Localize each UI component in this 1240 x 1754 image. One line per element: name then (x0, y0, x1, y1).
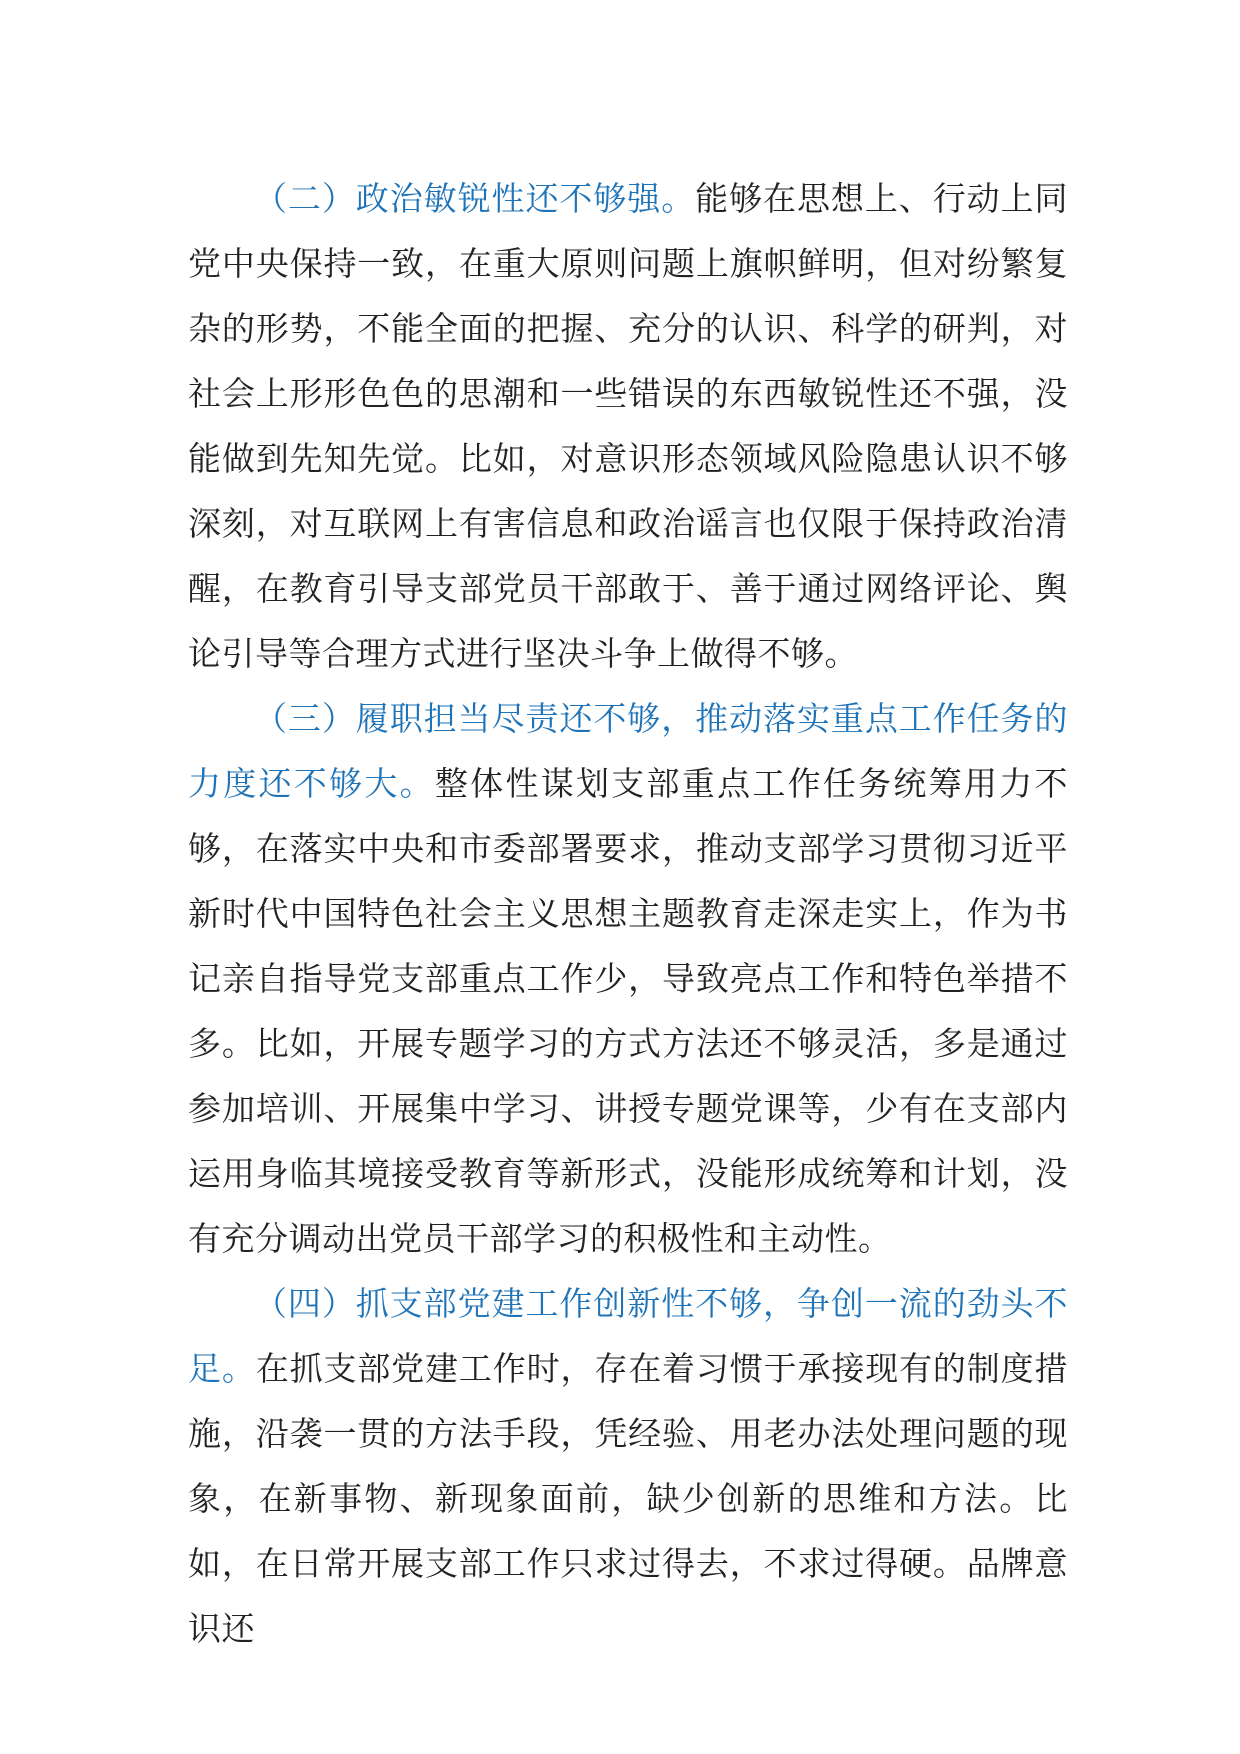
paragraph-4 (188, 1271, 1068, 1661)
paragraph-2-heading: （二）政治敏锐性还不够强。 (254, 179, 696, 218)
paragraph-4-heading: （四）抓支部党建工作创新性不够，争创一流的劲头不足。 (188, 1284, 1068, 1388)
paragraph-3-heading: （三）履职担当尽责还不够，推动落实重点工作任务的力度还不够大。 (188, 699, 1068, 803)
paragraph-4-body: 在抓支部党建工作时，存在着习惯于承接现有的制度措施，沿袭一贯的方法手段，凭经验、用老办法处理问题的现象，在新事物、新现象面前，缺少创新的思维和方法。比如，在日常开展支部工作只求过得去，不求过得硬。品牌意识还 (188, 1349, 1069, 1648)
paragraph-3 (188, 686, 1068, 1271)
paragraph-2 (188, 166, 1068, 686)
paragraph-3-body: 整体性谋划支部重点工作任务统筹用力不够，在落实中央和市委部署要求，推动支部学习贯彻习近平新时代中国特色社会主义思想主题教育走深走实上，作为书记亲自指导党支部重点工作少，导致亮点工作和特色举措不多。比如，开展专题学习的方式方法还不够灵活，多是通过参加培训、开展集中学习、讲授专题党课等，少有在支部内运用身临其境接受教育等新形式，没能形成统筹和计划，没有充分调动出党员干部学习的积极性和主动性。 (188, 764, 1069, 1258)
paragraph-2-body: 能够在思想上、行动上同党中央保持一致，在重大原则问题上旗帜鲜明，但对纷繁复杂的形势，不能全面的把握、充分的认识、科学的研判，对社会上形形色色的思潮和一些错误的东西敏锐性还不强，没能做到先知先觉。比如，对意识形态领域风险隐患认识不够深刻，对互联网上有害信息和政治谣言也仅限于保持政治清醒，在教育引导支部党员干部敢于、善于通过网络评论、舆论引导等合理方式进行坚决斗争上做得不够。 (188, 179, 1069, 673)
document-page (188, 166, 1068, 1661)
